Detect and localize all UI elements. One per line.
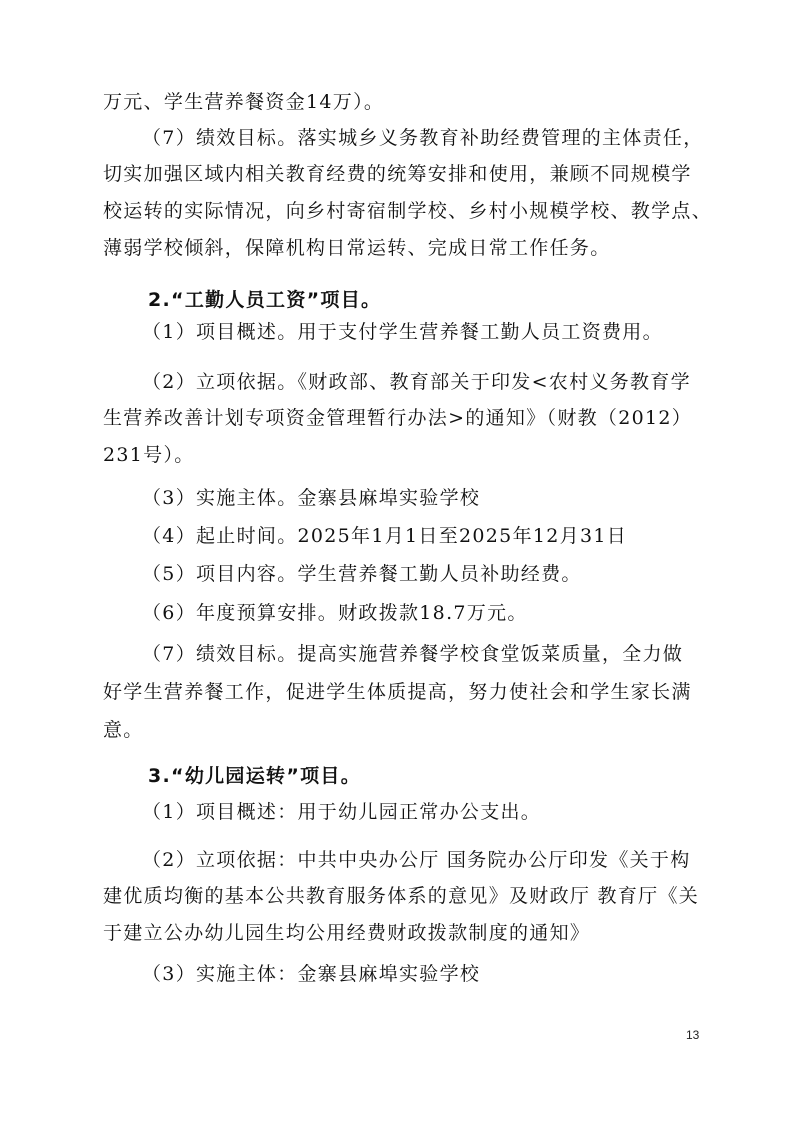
text-line: （4）起止时间。2025年1月1日至2025年12月31日 [142, 525, 628, 547]
text-line: 231号）。 [103, 444, 195, 466]
text-line: （6）年度预算安排。财政拨款18.7万元。 [142, 602, 528, 624]
text-line: （2）立项依据。《财政部、教育部关于印发<农村义务教育学 [142, 371, 691, 393]
section-heading: 3.“幼儿园运转”项目。 [148, 765, 362, 787]
text-line: （3）实施主体：金寨县麻埠实验学校 [142, 963, 481, 985]
section-heading: 2.“工勤人员工资”项目。 [148, 289, 382, 311]
text-line: 万元、学生营养餐资金14万）。 [103, 91, 385, 113]
text-line: 校运转的实际情况，向乡村寄宿制学校、乡村小规模学校、教学点、 [103, 200, 713, 222]
text-line: （3）实施主体。金寨县麻埠实验学校 [142, 487, 481, 509]
text-line: （7）绩效目标。提高实施营养餐学校食堂饭菜质量，全力做 [142, 643, 684, 665]
text-line: 建优质均衡的基本公共教育服务体系的意见》及财政厅 教育厅《关 [103, 885, 700, 907]
text-line: 于建立公办幼儿园生均公用经费财政拨款制度的通知》 [103, 922, 591, 944]
text-line: 意。 [103, 719, 144, 741]
page-number: 13 [686, 1028, 700, 1042]
text-line: （1）项目概述：用于幼儿园正常办公支出。 [142, 801, 542, 823]
text-line: （1）项目概述。用于支付学生营养餐工勤人员工资费用。 [142, 321, 663, 343]
text-line: （2）立项依据：中共中央办公厅 国务院办公厅印发《关于构 [142, 849, 691, 871]
text-line: 好学生营养餐工作，促进学生体质提高，努力使社会和学生家长满 [103, 681, 692, 703]
text-line: 薄弱学校倾斜，保障机构日常运转、完成日常工作任务。 [103, 237, 611, 259]
text-line: （5）项目内容。学生营养餐工勤人员补助经费。 [142, 563, 582, 585]
text-line: 生营养改善计划专项资金管理暂行办法>的通知》（财教（2012） [103, 407, 693, 429]
text-line: （7）绩效目标。落实城乡义务教育补助经费管理的主体责任， [142, 127, 704, 149]
text-line: 切实加强区域内相关教育经费的统筹安排和使用，兼顾不同规模学 [103, 163, 692, 185]
